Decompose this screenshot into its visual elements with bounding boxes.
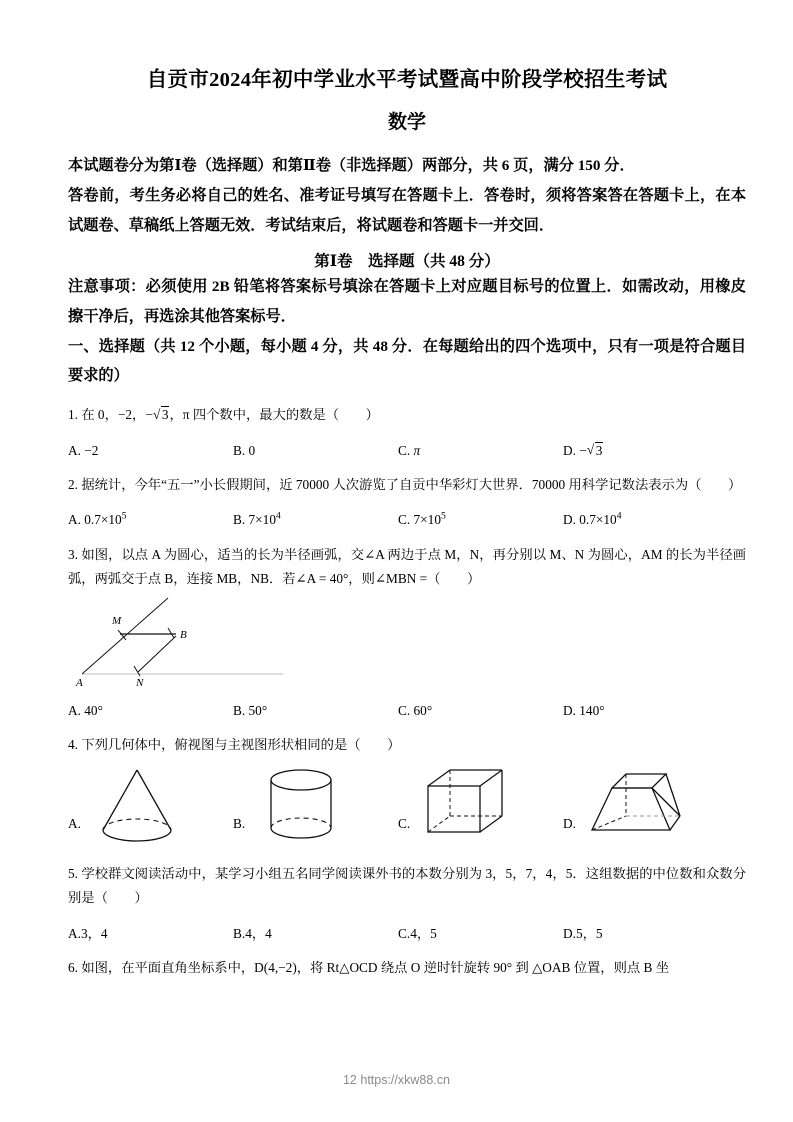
question-3-options (68, 700, 746, 721)
option-1-a[interactable] (68, 440, 233, 461)
question-1-stem-pre: 在 0，−2，− (81, 407, 153, 423)
page-footer: 12 https://xkw88.cn (342, 1073, 450, 1087)
option-2-c[interactable] (398, 509, 563, 530)
frustum-icon (578, 764, 686, 850)
option-3-c-label: C. (398, 702, 411, 718)
question-6-number: 6. (68, 960, 78, 976)
question-4-number: 4. (68, 737, 78, 753)
notice-text: 注意事项：必须使用 2B 铅笔将答案标号填涂在答题卡上对应题目标号的位置上．如需改动，用橡皮擦干净后，再选涂其他答案标号． (68, 278, 746, 326)
option-5-b-label: B. (233, 925, 246, 941)
figure-label-n: N (136, 676, 144, 688)
option-4-c-label: C. (398, 815, 411, 831)
option-1-d-label: D. (563, 442, 576, 458)
option-3-b[interactable] (233, 700, 398, 721)
option-1-b[interactable] (233, 440, 398, 461)
option-5-c-text: 4，5 (410, 925, 437, 941)
option-4-a-label: A. (68, 815, 81, 831)
question-1-options (68, 440, 746, 461)
option-1-c-text: π (413, 442, 421, 458)
option-5-a[interactable] (68, 923, 233, 944)
option-2-a-exp: 5 (121, 511, 127, 523)
section-heading-choice: 一、选择题（共 12 个小题，每小题 4 分，共 48 分．在每题给出的四个选项中，只有一项是符合题目要求的） (68, 337, 746, 385)
question-1-radicand: 3 (161, 407, 169, 423)
question-3-figure (68, 596, 746, 688)
paper-section-heading: 第Ⅰ卷 选择题（共 48 分） (314, 253, 500, 271)
question-2 (68, 473, 746, 498)
question-2-options (68, 509, 746, 530)
question-1 (68, 403, 746, 428)
option-3-a[interactable] (68, 700, 233, 721)
option-1-c[interactable] (398, 440, 563, 461)
option-4-d[interactable] (563, 764, 728, 850)
option-1-b-label: B. (233, 442, 246, 458)
option-4-c[interactable] (398, 764, 563, 850)
option-1-a-text: −2 (84, 442, 99, 458)
page-title: 自贡市2024年初中学业水平考试暨高中阶段学校招生考试 (146, 69, 668, 91)
question-1-stem (68, 403, 746, 428)
option-1-d-prefix: − (579, 442, 587, 458)
cylinder-icon (247, 764, 355, 850)
question-3 (68, 543, 746, 592)
option-3-b-label: B. (233, 702, 246, 718)
page-content (68, 0, 746, 981)
cube-icon (412, 764, 520, 850)
option-5-b-text: 4，4 (245, 925, 272, 941)
question-5 (68, 862, 746, 911)
option-5-c[interactable] (398, 923, 563, 944)
option-4-b-label: B. (233, 815, 246, 831)
option-1-d[interactable] (563, 440, 746, 461)
option-3-d-text: 140° (579, 702, 605, 718)
option-5-a-text: 3，4 (80, 925, 108, 941)
instruction-line-2: 答卷前，考生务必将自己的姓名、准考证号填写在答题卡上．答卷时，须将答案答在答题卡上，在本试题卷、草稿纸上答题无效．考试结束后，将试题卷和答题卡一并交回． (68, 187, 746, 234)
option-2-d-label: D. (563, 512, 576, 528)
option-2-b-exp: 4 (275, 511, 281, 523)
option-2-b-mantissa: 7×10 (248, 512, 276, 528)
option-2-d[interactable] (563, 509, 746, 530)
option-2-a[interactable] (68, 509, 233, 530)
option-5-b[interactable] (233, 923, 398, 944)
option-3-d-label: D. (563, 702, 576, 718)
question-6-stem: 如图，在平面直角坐标系中，D(4,−2)，将 Rt△OCD 绕点 O 逆时针旋转 90° 到 △OAB 位置，则点 B 坐 (81, 960, 669, 976)
option-3-b-text: 50° (248, 702, 268, 718)
option-1-b-text: 0 (248, 442, 256, 458)
option-4-b[interactable] (233, 764, 398, 850)
question-1-number: 1. (68, 407, 78, 423)
option-2-b-label: B. (233, 512, 246, 528)
option-2-b[interactable] (233, 509, 398, 530)
sqrt-radical-icon (153, 403, 170, 428)
question-3-stem: 如图，以点 A 为圆心，适当的长为半径画弧，交∠A 两边于点 M，N，再分别以 M、N 为圆心，AM 的长为半径画弧，两弧交于点 B，连接 MB，NB．若∠A = 40°，则∠MBN =（ ） (68, 546, 746, 587)
question-5-stem: 学校群文阅读活动中，某学习小组五名同学阅读课外书的本数分别为 3，5，7，4，5．这组数据的中位数和众数分别是（ ） (68, 865, 746, 906)
option-2-d-exp: 4 (616, 511, 622, 523)
instruction-line-1: 本试题卷分为第Ⅰ卷（选择题）和第Ⅱ卷（非选择题）两部分，共 6 页，满分 150 分． (68, 157, 635, 175)
option-5-a-label: A. (68, 925, 81, 941)
option-2-d-mantissa: 0.7×10 (579, 512, 617, 528)
rhombus-construction-diagram (68, 596, 308, 688)
question-4-stem: 下列几何体中，俯视图与主视图形状相同的是（ ） (81, 737, 401, 753)
question-2-number: 2. (68, 476, 78, 492)
option-5-c-label: C. (398, 925, 411, 941)
cone-icon (83, 764, 191, 850)
question-5-number: 5. (68, 865, 78, 881)
option-2-a-mantissa: 0.7×10 (84, 512, 122, 528)
option-2-c-mantissa: 7×10 (413, 512, 441, 528)
option-5-d-label: D. (563, 925, 576, 941)
figure-label-m: M (112, 614, 122, 627)
question-1-stem-post: ，π 四个数中，最大的数是（ ） (169, 407, 379, 423)
option-5-d[interactable] (563, 923, 746, 944)
question-6 (68, 956, 746, 981)
option-4-a[interactable] (68, 764, 233, 850)
question-4 (68, 733, 746, 758)
question-4-options (68, 764, 746, 850)
option-1-d-radicand: 3 (595, 442, 603, 458)
option-2-a-label: A. (68, 512, 81, 528)
question-5-options (68, 923, 746, 944)
option-3-a-text: 40° (84, 702, 103, 718)
figure-label-a: A (76, 676, 83, 688)
option-2-c-label: C. (398, 512, 411, 528)
option-1-c-label: C. (398, 442, 411, 458)
sqrt-radical-icon (587, 440, 604, 461)
question-3-number: 3. (68, 546, 78, 562)
question-2-stem: 据统计，今年“五一”小长假期间，近 70000 人次游览了自贡中华彩灯大世界．70000 用科学记数法表示为（ ） (81, 476, 742, 492)
option-3-c-text: 60° (413, 702, 433, 718)
option-3-a-label: A. (68, 702, 81, 718)
option-5-d-text: 5，5 (575, 925, 603, 941)
option-1-a-label: A. (68, 442, 81, 458)
option-3-c[interactable] (398, 700, 563, 721)
option-3-d[interactable] (563, 700, 746, 721)
option-2-c-exp: 5 (440, 511, 446, 523)
option-4-d-label: D. (563, 815, 576, 831)
figure-label-b: B (180, 628, 187, 641)
subject-title: 数学 (387, 111, 426, 133)
